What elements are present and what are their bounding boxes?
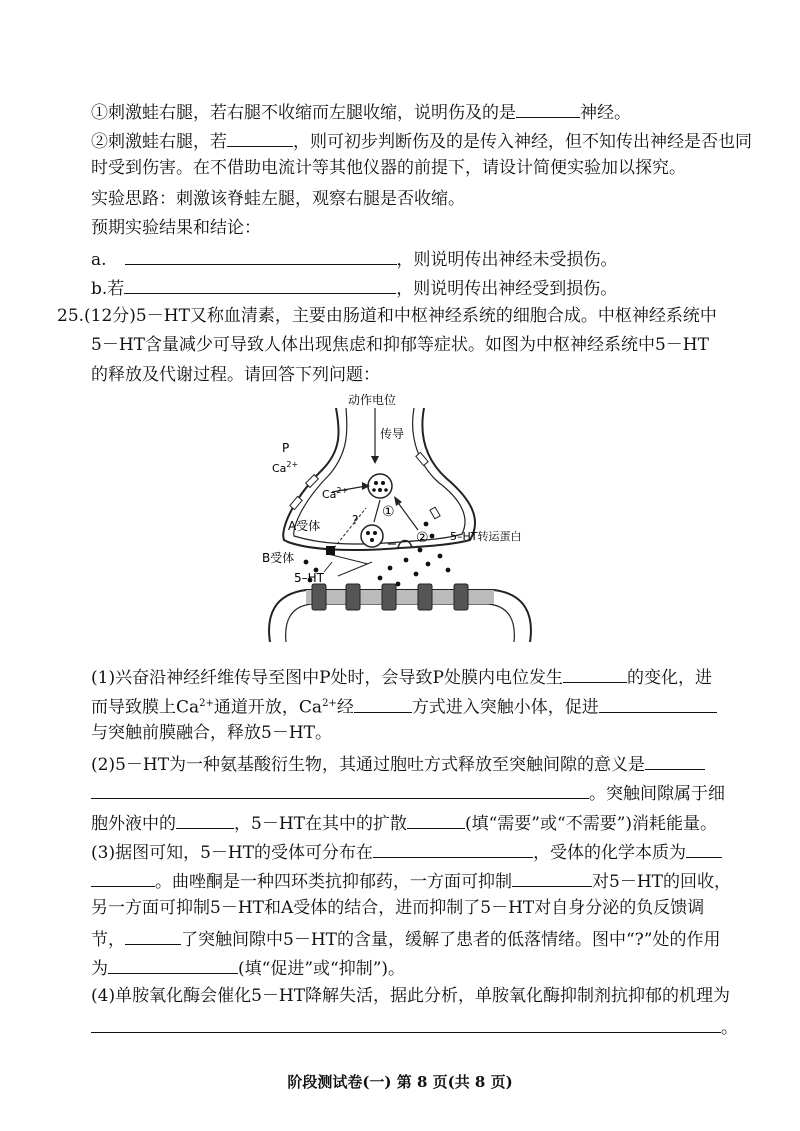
vesicle-bottom <box>361 525 383 547</box>
result-b <box>91 275 617 300</box>
synapse-diagram <box>250 390 550 650</box>
answer-blank[interactable] <box>516 99 580 118</box>
answer-blank[interactable] <box>686 839 722 858</box>
text: (填“需要”或“不需要”)消耗能量。 <box>464 814 718 834</box>
answer-blank[interactable] <box>124 275 396 294</box>
label-ca-1: $Ca^{2+}$ <box>272 460 299 475</box>
text: 而导致膜上Ca <box>91 697 200 718</box>
transporter-rect <box>430 507 440 519</box>
answer-blank[interactable] <box>91 868 155 887</box>
q24-item-1 <box>91 99 631 124</box>
text: ，则可初步判断伤及的是传入神经，但不知传出神经是否也同 <box>293 132 752 152</box>
text: ，则说明传出神经受到损伤。 <box>396 279 618 299</box>
text: 。 <box>721 1018 738 1038</box>
q25-3-line-3: 另一方面可抑制5－HT和A受体的结合，进而抑制了5－HT对自身分泌的负反馈调 <box>91 898 705 918</box>
label-conduction: 传导 <box>380 427 405 441</box>
superscript: 2+ <box>322 698 337 709</box>
text: 通道开放，Ca <box>213 697 323 718</box>
text: ①刺激蛙右腿，若右腿不收缩而左腿收缩，说明伤及的是 <box>91 103 516 123</box>
answer-blank[interactable] <box>91 780 589 799</box>
text: ，受体的化学本质为 <box>533 843 687 863</box>
label-circle-2: ② <box>416 530 429 546</box>
text: 为 <box>91 959 108 979</box>
text: ，则说明传出神经未受损伤。 <box>396 250 618 270</box>
superscript: 2+ <box>199 698 214 709</box>
answer-blank[interactable] <box>373 839 533 858</box>
q25-2-line-2 <box>91 780 725 805</box>
text: 胞外液中的 <box>91 814 176 834</box>
text: 神经。 <box>580 103 631 123</box>
answer-blank[interactable] <box>108 955 238 974</box>
answer-blank[interactable] <box>176 810 234 829</box>
expected-results: 预期实验结果和结论： <box>91 218 261 238</box>
text: 了突触间隙中5－HT的含量，缓解了患者的低落情绪。图中“?”处的作用 <box>181 930 721 950</box>
answer-blank[interactable] <box>407 810 465 829</box>
q25-stem-2: 5－HT含量减少可导致人体出现焦虑和抑郁等症状。如图为中枢神经系统中5－HT <box>91 335 709 355</box>
q25-1-line-2 <box>91 693 717 719</box>
q24-item-2 <box>91 128 752 153</box>
a-receptor-block <box>326 546 335 555</box>
text: ，5－HT在其中的扩散 <box>234 814 407 834</box>
p-channel <box>306 475 319 488</box>
q25-1-line-1 <box>91 664 712 689</box>
answer-blank[interactable] <box>125 926 181 945</box>
text: a. <box>91 250 107 270</box>
page-footer: 阶段测试卷(一) 第 8 页(共 8 页) <box>287 1073 513 1091</box>
text: 经 <box>336 697 354 718</box>
q25-1-line-3: 与突触前膜融合，释放5－HT。 <box>91 723 332 743</box>
result-a <box>91 246 618 271</box>
text: 方式进入突触小体，促进 <box>411 697 599 718</box>
label-action-potential: 动作电位 <box>348 393 397 407</box>
text: 对5－HT的回收， <box>592 872 731 892</box>
text: b.若 <box>91 279 125 299</box>
q25-4-line-2 <box>91 1014 738 1039</box>
experiment-idea: 实验思路：刺激该脊蛙左腿，观察右腿是否收缩。 <box>91 189 465 209</box>
ca-channel <box>290 496 302 509</box>
text: 的变化，进 <box>626 668 712 688</box>
text: (2)5－HT为一种氨基酸衍生物，其通过胞吐方式释放至突触间隙的意义是 <box>91 755 646 775</box>
text: ②刺激蛙右腿，若 <box>91 132 227 152</box>
answer-blank[interactable] <box>91 1014 721 1033</box>
text: 节， <box>91 930 125 950</box>
label-p: P <box>282 441 290 455</box>
text: (填“促进”或“抑制”)。 <box>238 959 406 979</box>
label-5ht: 5–HT <box>294 571 324 585</box>
answer-blank[interactable] <box>599 694 717 713</box>
text: 。曲唑酮是一种四环类抗抑郁药，一方面可抑制 <box>155 872 512 892</box>
answer-blank[interactable] <box>645 751 705 770</box>
answer-blank[interactable] <box>354 694 412 713</box>
q25-2-line-1 <box>91 751 705 776</box>
top-channel <box>416 452 428 465</box>
q24-item-2-cont: 时受到伤害。在不借助电流计等其他仪器的前提下，请设计简便实验加以探究。 <box>91 158 686 178</box>
q25-3-line-1 <box>91 839 722 864</box>
answer-blank[interactable] <box>512 868 592 887</box>
label-circle-1: ① <box>382 504 395 520</box>
text: (3)据图可知，5－HT的受体可分布在 <box>91 843 374 863</box>
label-a-receptor: A受体 <box>288 519 321 533</box>
answer-blank[interactable] <box>563 664 627 683</box>
vesicle-top <box>368 474 392 498</box>
label-ca-2: $Ca^{2+}$ <box>322 486 349 501</box>
text: 。突触间隙属于细 <box>589 784 725 804</box>
q25-stem-1: 25.(12分)5－HT又称血清素，主要由肠道和中枢神经系统的细胞合成。中枢神经系统中 <box>57 306 717 326</box>
q25-3-line-5 <box>91 955 405 980</box>
answer-blank[interactable] <box>125 246 397 265</box>
label-b-receptor: B受体 <box>262 551 295 565</box>
label-transporter: 5–HT转运蛋白 <box>450 530 522 543</box>
label-question: ? <box>352 513 359 527</box>
q25-4-line-1: (4)单胺氧化酶会催化5－HT降解失活，据此分析，单胺氧化酶抑制剂抗抑郁的机理为 <box>91 986 731 1006</box>
q25-3-line-2 <box>91 868 731 893</box>
q25-3-line-4 <box>91 926 720 951</box>
q25-2-line-3 <box>91 810 717 835</box>
answer-blank[interactable] <box>227 128 293 147</box>
q25-stem-3: 的释放及代谢过程。请回答下列问题： <box>91 365 380 385</box>
text: (1)兴奋沿神经纤维传导至图中P处时，会导致P处膜内电位发生 <box>91 668 563 688</box>
